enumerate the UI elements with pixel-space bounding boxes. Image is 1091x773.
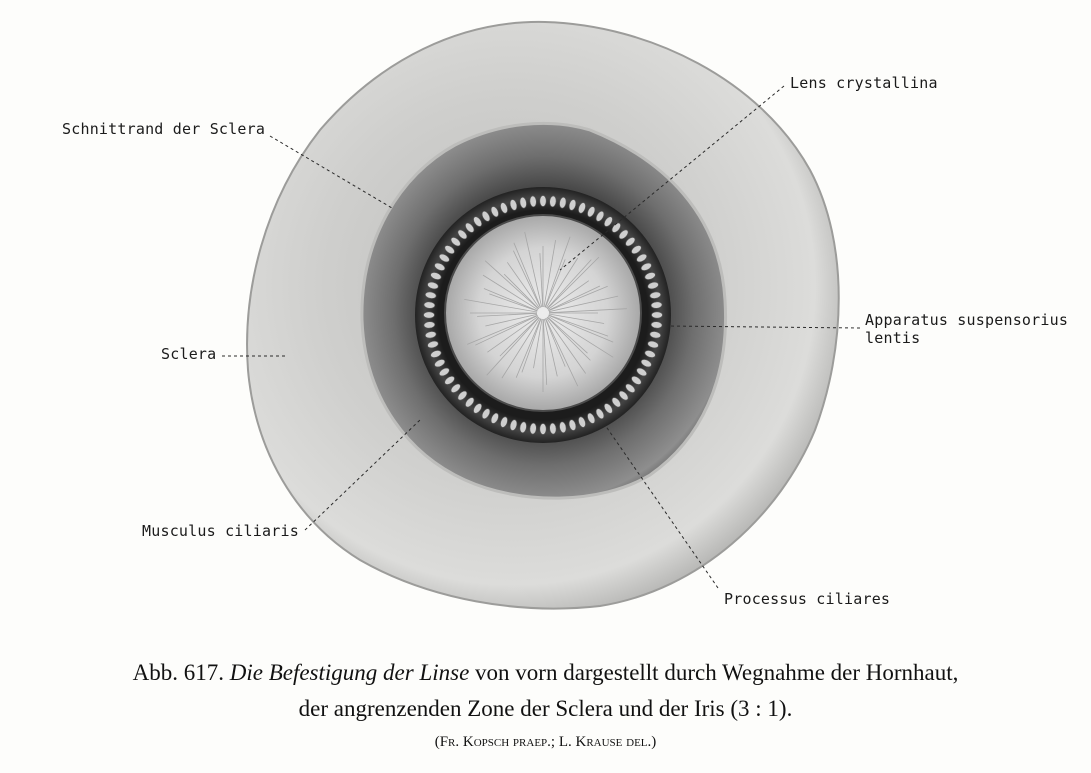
label-sclera: Sclera: [161, 345, 217, 363]
label-musculus-ciliaris: Musculus ciliaris: [142, 522, 299, 540]
figure-caption: [0, 655, 1091, 755]
caption-line1-rest: von vorn dargestellt durch Wegnahme der Hornhaut,: [475, 660, 959, 685]
ciliary-process: [424, 312, 435, 318]
ciliary-process: [540, 196, 546, 207]
caption-number: Abb. 617.: [132, 660, 224, 685]
caption-line-2: der angrenzenden Zone der Sclera und der Iris (3 : 1).: [298, 696, 793, 721]
label-apparatus-lentis: lentis: [865, 329, 921, 347]
caption-line-1: [0, 655, 1091, 691]
caption-title: Die Befestigung der Linse: [229, 660, 470, 685]
label-apparatus-suspensorius: Apparatus suspensorius: [865, 311, 1069, 329]
ciliary-process: [540, 424, 546, 435]
label-processus-ciliares: Processus ciliares: [724, 590, 891, 608]
caption-credit: (Fr. Kopsch praep.; L. Krause del.): [434, 734, 657, 750]
label-schnittrand-der-sclera: Schnittrand der Sclera: [62, 120, 266, 138]
label-lens-crystallina: Lens crystallina: [790, 74, 938, 92]
ciliary-process: [652, 312, 663, 318]
